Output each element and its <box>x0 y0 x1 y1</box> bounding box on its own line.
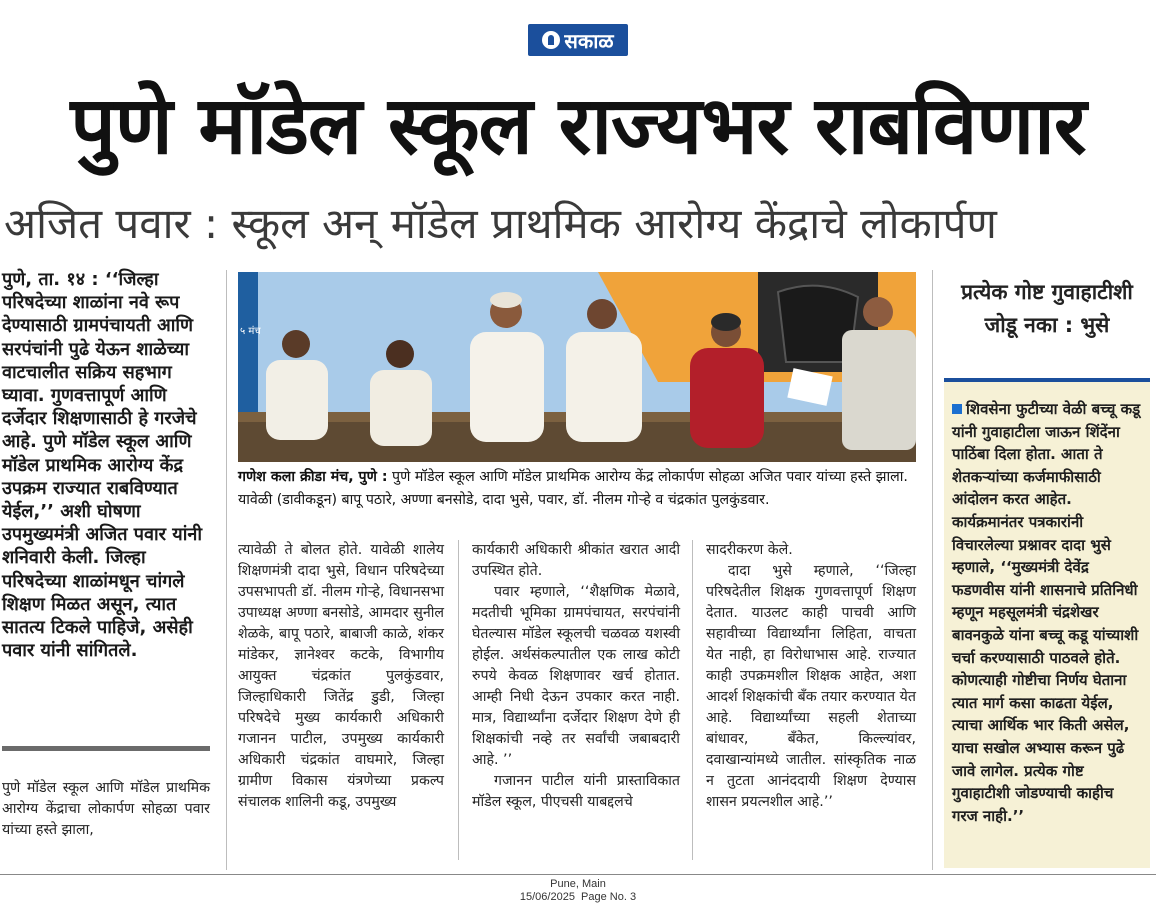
headline: पुणे मॉडेल स्कूल राज्यभर राबविणार <box>70 79 1086 172</box>
column-divider <box>692 540 693 860</box>
footer <box>0 878 1156 904</box>
sidebar-box <box>944 378 1150 868</box>
newspaper-logo <box>528 24 628 56</box>
paragraph: दादा भुसे म्हणाले, ‘‘जिल्हा परिषदेतील शिक्षक गुणवत्तापूर्ण शिक्षण देतात. याउलट काही पाचवी आणि सहावीच्या विद्यार्थ्यांना लिहिता, वाचता येत नाही, हा विरोधाभास आहे. राज्यात काही उपक्रमशील शिक्षक आहेत, अशा आदर्श शिक्षकांची बँक तयार करण्यात येत आहे. विद्यार्थ्यांच्या सहली शेताच्या बांधावर, बँकेत, किल्ल्यांवर, दवाखान्यांमध्ये जातील. सांस्कृतिक नाळ न तुटता आनंददायी शिक्षण देण्यास शासन प्रयत्नशील आहे.’’ <box>706 563 916 810</box>
footer-edition: Pune, Main <box>550 878 606 890</box>
paragraph: कार्यकारी अधिकारी श्रीकांत खरात आदी उपस्थित होते. <box>472 542 680 579</box>
logo-emblem-icon <box>542 31 560 49</box>
column-divider <box>458 540 459 860</box>
body-column-2: त्यावेळी ते बोलत होते. यावेळी शालेय शिक्षणमंत्री दादा भुसे, विधान परिषदेच्या उपसभापती डॉ. नीलम गोऱ्हे, विधानसभा उपाध्यक्ष अण्णा बनसोडे, आमदार सुनील शेळके, बापू पठारे, बाबाजी काळे, शंकर मांडेकर, ज्ञानेश्वर कटके, विभागीय आयुक्त चंद्रकांत पुलकुंडवार, जिल्हाधिकारी जितेंद्र डुडी, जिल्हा परिषदेचे मुख्य कार्यकारी अधिकारी गजानन पाटील, उपमुख्य कार्यकारी अधिकारी चंद्रकांत वाघमारे, जिल्हा ग्रामीण विकास यंत्रणेच्या प्रकल्प संचालक शालिनी कडू, उपमुख्य <box>238 542 444 810</box>
sidebar-body: शिवसेना फुटीच्या वेळी बच्चू कडू यांनी गुवाहाटीला जाऊन शिंदेंना पाठिंबा दिला होता. आता ते शेतकऱ्यांच्या कर्जमाफीसाठी आंदोलन करत आहेत. कार्यक्रमानंतर पत्रकारांनी विचारलेल्या प्रश्नावर दादा भुसे म्हणाले, ‘‘मुख्यमंत्री देवेंद्र फडणवीस यांनी शासनाचे प्रतिनिधी म्हणून महसूलमंत्री चंद्रशेखर बावनकुळे यांना बच्चू कडू यांच्याशी चर्चा करण्यासाठी पाठवले होते. कोणत्याही गोष्टीचा निर्णय घेताना त्यात मार्ग कसा काढता येईल, त्याचा आर्थिक भार किती असेल, याचा सखोल अभ्यास करून पुढे जावे लागेल. प्रत्येक गोष्ट गुवाहाटीशी जोडण्याची काहीच गरज नाही.’’ <box>952 400 1141 825</box>
column-divider <box>226 270 227 870</box>
lede-divider <box>2 746 210 751</box>
body-column-3 <box>472 540 680 813</box>
backdrop-text: ५ मंच <box>240 326 261 337</box>
sidebar-headline: प्रत्येक गोष्ट गुवाहाटीशी जोडू नका : भुसे <box>961 280 1133 337</box>
caption-place: गणेश कला क्रीडा मंच, पुणे : <box>238 469 388 485</box>
paragraph: गजानन पाटील यांनी प्रास्ताविकात मॉडेल स्कूल, पीएचसी याबद्दलचे <box>472 773 680 810</box>
event-photo <box>238 272 916 462</box>
body-column-1: पुणे मॉडेल स्कूल आणि मॉडेल प्राथमिक आरोग्य केंद्राचा लोकार्पण सोहळा पवार यांच्या हस्ते झाला, <box>2 780 210 838</box>
photo-caption <box>238 466 916 512</box>
lede-paragraph: पुणे, ता. १४ : ‘‘जिल्हा परिषदेच्या शाळांना नवे रूप देण्यासाठी ग्रामपंचायती आणि सरपंचांनी पुढे येऊन शाळेच्या वाटचालीत सक्रिय सहभाग घ्यावा. गुणवत्तापूर्ण आणि दर्जेदार शिक्षणासाठी हे गरजेचे आहे. पुणे मॉडेल स्कूल आणि मॉडेल प्राथमिक आरोग्य केंद्र उपक्रम राज्यात राबविण्यात येईल,’’ अशी घोषणा उपमुख्यमंत्री अजित पवार यांनी शनिवारी केली. जिल्हा परिषदेच्या शाळांमधून चांगले शिक्षण मिळत असून, त्यात सातत्य टिकले पाहिजे, असेही पवार यांनी सांगितले. <box>2 269 203 662</box>
column-divider <box>932 270 933 870</box>
caption-text: पुणे मॉडेल स्कूल आणि मॉडेल प्राथमिक आरोग्य केंद्र लोकार्पण सोहळा अजित पवार यांच्या हस्ते झाला. यावेळी (डावीकडून) बापू पठारे, अण्णा बनसोडे, दादा भुसे, पवार, डॉ. नीलम गोऱ्हे व चंद्रकांत पुलकुंडवार. <box>238 469 908 508</box>
paragraph: सादरीकरण केले. <box>706 542 793 558</box>
subheadline: अजित पवार : स्कूल अन् मॉडेल प्राथमिक आरोग्य केंद्राचे लोकार्पण <box>4 199 997 248</box>
sidebar-text <box>952 398 1142 827</box>
footer-date-page: 15/06/2025 Page No. 3 <box>519 891 637 903</box>
footer-rule <box>0 874 1156 875</box>
square-bullet-icon <box>952 404 962 414</box>
body-column-4 <box>706 540 916 813</box>
paragraph: पवार म्हणाले, ‘‘शैक्षणिक मेळावे, मदतीची भूमिका ग्रामपंचायत, सरपंचांनी घेतल्यास मॉडेल स्कूलची चळवळ यशस्वी होईल. अर्थसंकल्पातील एक लाख कोटी रुपये केवळ शिक्षणावर खर्च होतात. आम्ही निधी देऊन उपकार करत नाही. मात्र, विद्यार्थ्यांना दर्जेदार शिक्षण देणे ही शिक्षकांची नव्हे तर सर्वांची जबाबदारी आहे. ’’ <box>472 584 680 768</box>
logo-text: सकाळ <box>564 28 614 53</box>
photo-illustration <box>238 272 916 462</box>
